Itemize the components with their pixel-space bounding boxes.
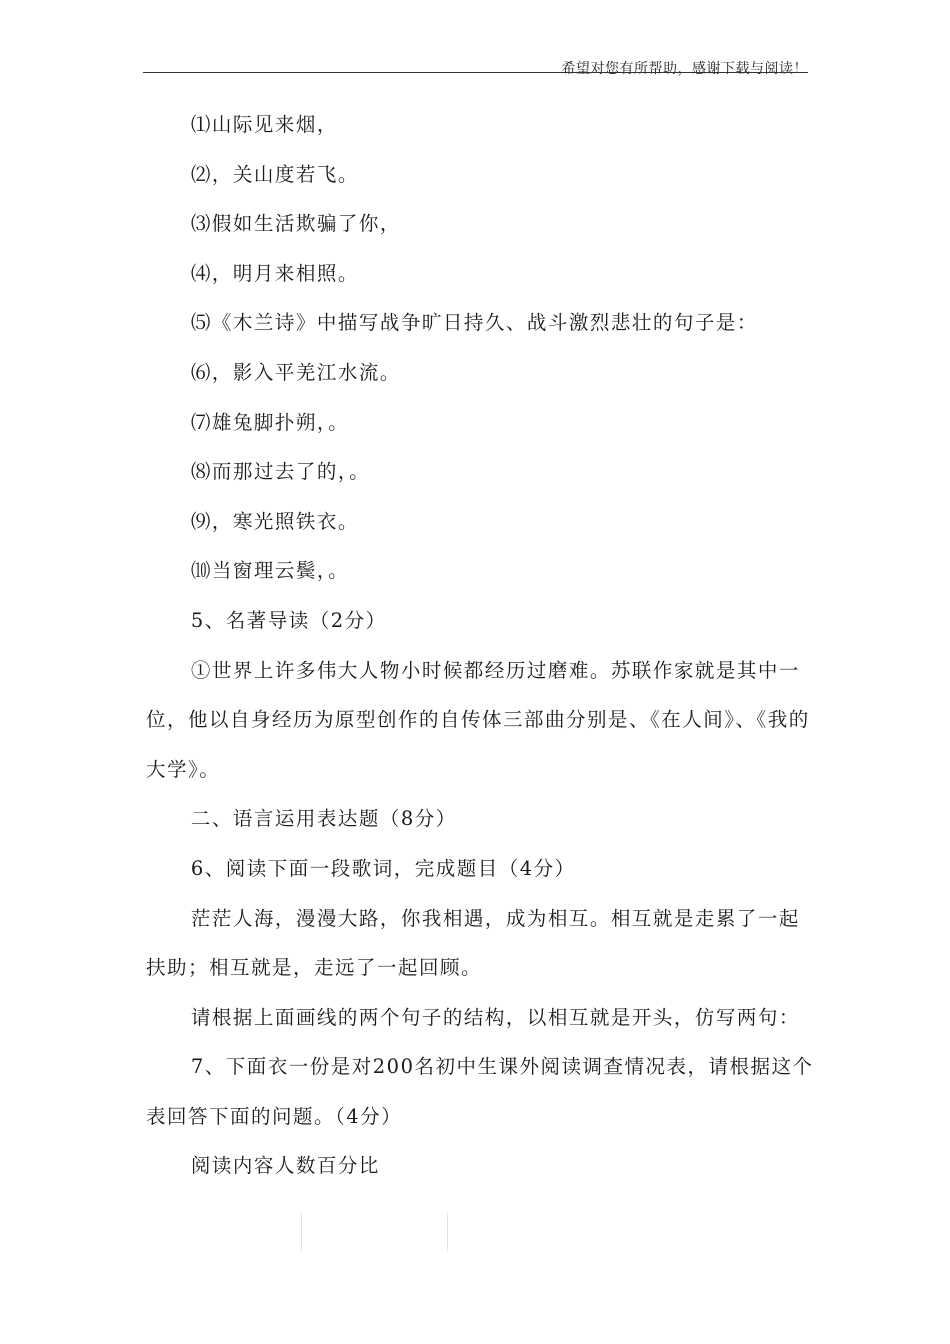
lyrics-paragraph: 茫茫人海，漫漫大路，你我相遇，成为相互。相互就是走累了一起扶助；相互就是，走远了一起回顾。 [146, 906, 800, 980]
question-6-heading: 6、阅读下面一段歌词，完成题目（4分） [190, 856, 576, 880]
poem-line-7: ⑺雄兔脚扑朔，。 [190, 410, 350, 434]
question-5-heading: 5、名著导读（2分） [190, 608, 387, 632]
section-2-heading: 二、语言运用表达题（8分） [190, 807, 457, 831]
question-7-text: 7、下面衣一份是对200名初中生课外阅读调查情况表，请根据这个表回答下面的问题。（4分） [146, 1055, 814, 1128]
table-header-line: 阅读内容人数百分比 [190, 1154, 380, 1178]
question-6-instruction: 请根据上面画线的两个句子的结构，以相互就是开头，仿写两句： [190, 1005, 800, 1029]
poem-line-9: ⑼，寒光照铁衣。 [190, 509, 359, 533]
poem-line-10: ⑽当窗理云鬓，。 [190, 559, 350, 583]
poem-line-6: ⑹，影入平羌江水流。 [190, 360, 401, 384]
header-divider [143, 72, 808, 73]
header-note: 希望对您有所帮助，感谢下载与阅读！ [561, 61, 808, 77]
document-body [146, 100, 814, 1191]
poem-line-2: ⑵，关山度若飞。 [190, 162, 359, 186]
poem-line-4: ⑷，明月来相照。 [190, 261, 359, 285]
survey-table-fragment [301, 1213, 448, 1251]
poem-line-1: ⑴山际见来烟， [190, 113, 338, 136]
poem-line-3: ⑶假如生活欺骗了你， [190, 212, 401, 236]
poem-line-8: ⑻而那过去了的，。 [190, 460, 371, 484]
poem-line-5: ⑸《木兰诗》中描写战争旷日持久、战斗激烈悲壮的句子是： [190, 311, 758, 335]
question-5-text: ①世界上许多伟大人物小时候都经历过磨难。苏联作家就是其中一位，他以自身经历为原型创作的自传体三部曲分别是、《在人间》、《我的大学》。 [146, 658, 810, 781]
